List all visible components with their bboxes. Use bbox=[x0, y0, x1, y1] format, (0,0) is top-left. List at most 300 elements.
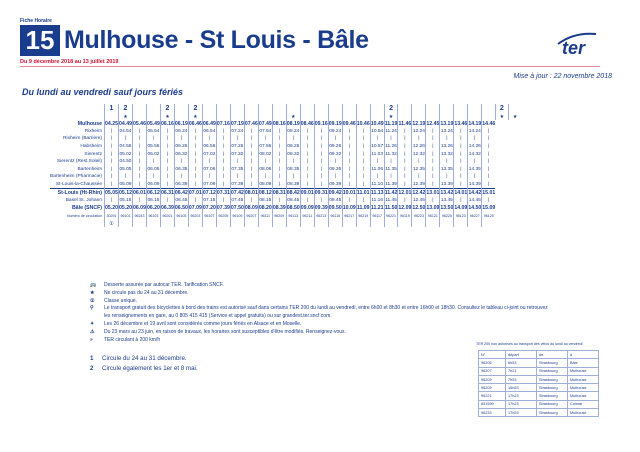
class-mark-cell bbox=[328, 220, 342, 228]
time-cell: 08.01 bbox=[244, 190, 258, 197]
time-cell: 13.35 bbox=[440, 166, 453, 172]
symbol-mark-cell bbox=[132, 113, 146, 120]
symbol-mark-cell bbox=[482, 113, 495, 120]
legend-note bbox=[90, 305, 550, 321]
time-cell: 08.09 bbox=[259, 182, 272, 188]
legend-symbol-icon: ① bbox=[90, 297, 95, 304]
time-cell: 13.46 bbox=[454, 120, 468, 127]
footnote-text: Circule également les 1er et 8 mai. bbox=[102, 365, 198, 372]
time-cell: 96223 bbox=[413, 213, 424, 218]
time-cell: 12.19 bbox=[412, 120, 426, 127]
time-cell: | bbox=[300, 150, 314, 158]
header-mark-cell bbox=[356, 104, 370, 113]
bike-header-cell: N° bbox=[479, 351, 506, 359]
time-cell: 07.45 bbox=[231, 198, 244, 204]
time-cell: | bbox=[244, 150, 258, 158]
time-cell: 11.01 bbox=[356, 190, 370, 197]
bike-cell: 831599 bbox=[479, 400, 506, 408]
time-cell: | bbox=[426, 128, 440, 136]
time-cell: 07.49 bbox=[258, 120, 272, 127]
legend-text: Classe unique. bbox=[104, 297, 138, 304]
time-cell: 13.45 bbox=[440, 198, 453, 204]
bike-cell: 96233 bbox=[479, 409, 506, 417]
symbol-mark-cell: ★ bbox=[188, 113, 202, 120]
bike-cell: Colmar bbox=[568, 400, 599, 408]
footnote-text: Circule du 24 au 31 décembre. bbox=[102, 355, 187, 362]
time-cell: 11.32 bbox=[385, 151, 397, 157]
station-name: Rixheim bbox=[84, 128, 102, 134]
symbol-mark-cell bbox=[440, 113, 454, 120]
time-cell: | bbox=[105, 158, 119, 166]
header-mark-cell bbox=[258, 104, 272, 113]
time-cell: | bbox=[342, 135, 356, 143]
timetable-class-row bbox=[50, 220, 521, 228]
symbol-mark-cell: ★ bbox=[508, 113, 521, 120]
time-cell: | bbox=[426, 143, 440, 151]
time-cell: 06.02 bbox=[147, 151, 160, 157]
time-cell: | bbox=[188, 173, 202, 181]
time-cell: | bbox=[328, 135, 342, 143]
time-cell: 04.50 bbox=[119, 159, 132, 165]
symbol-mark-cell bbox=[272, 113, 286, 120]
time-cell: 07.06 bbox=[203, 166, 216, 172]
bike-table-row bbox=[479, 359, 599, 367]
time-cell: | bbox=[342, 173, 356, 181]
time-cell: 06.19 bbox=[174, 120, 188, 127]
time-cell: | bbox=[370, 173, 384, 181]
time-cell: | bbox=[300, 128, 314, 136]
time-cell: 08.02 bbox=[259, 151, 272, 157]
time-cell: | bbox=[468, 135, 482, 143]
time-cell: 96213 bbox=[316, 213, 327, 218]
time-cell: 07.56 bbox=[259, 144, 272, 150]
bike-cell: Strasbourg bbox=[537, 384, 568, 392]
station-name: Bartenheim bbox=[77, 166, 102, 172]
time-cell: 04.56 bbox=[119, 144, 132, 150]
time-cell: 14.50 bbox=[468, 205, 482, 212]
time-cell: | bbox=[105, 173, 119, 181]
time-cell: | bbox=[482, 166, 495, 174]
time-cell: | bbox=[440, 173, 454, 181]
header-mark-cell bbox=[454, 104, 468, 113]
time-cell: 10.01 bbox=[342, 190, 356, 197]
timetable-row bbox=[50, 135, 521, 143]
station-name: St-Louis (Ht-Rhin) bbox=[50, 189, 105, 197]
time-cell: 96105 bbox=[176, 213, 187, 218]
time-cell: | bbox=[286, 135, 300, 143]
time-cell: | bbox=[314, 173, 328, 181]
class-mark-cell bbox=[216, 220, 230, 228]
time-cell: 11.39 bbox=[385, 182, 397, 188]
time-cell: 96123 bbox=[455, 213, 466, 218]
period-heading: Du lundi au vendredi sauf jours fériés bbox=[22, 87, 184, 97]
time-cell: 06.16 bbox=[160, 120, 174, 127]
header-mark-cell bbox=[342, 104, 356, 113]
time-cell: 09.35 bbox=[329, 166, 342, 172]
bike-cell: 96209 bbox=[479, 375, 506, 383]
time-cell: | bbox=[272, 166, 286, 174]
time-cell: 14.42 bbox=[468, 190, 482, 197]
bike-header-cell: départ bbox=[506, 351, 537, 359]
time-cell: 07.54 bbox=[259, 128, 272, 134]
time-cell: 14.32 bbox=[468, 151, 481, 157]
time-cell: | bbox=[356, 197, 370, 205]
time-cell: | bbox=[160, 166, 174, 174]
ter-logo bbox=[556, 30, 608, 58]
time-cell: 10.49 bbox=[370, 120, 384, 127]
time-cell: | bbox=[454, 173, 468, 181]
time-cell: 06.15 bbox=[147, 198, 160, 204]
time-cell: 14.24 bbox=[468, 128, 481, 134]
time-cell: | bbox=[356, 166, 370, 174]
bike-cell: Mulhouse bbox=[568, 375, 599, 383]
time-cell: 06.39 bbox=[160, 205, 174, 212]
time-cell: 96111 bbox=[258, 212, 272, 220]
bike-cell: Strasbourg bbox=[537, 359, 568, 367]
time-cell: 07.16 bbox=[216, 120, 230, 127]
time-cell: 08.15 bbox=[259, 198, 272, 204]
header-divider bbox=[20, 66, 600, 67]
time-cell: 08.16 bbox=[272, 120, 286, 127]
time-cell: | bbox=[426, 197, 440, 205]
header-mark-cell bbox=[370, 104, 384, 113]
timetable-row bbox=[50, 128, 521, 136]
time-cell: | bbox=[398, 166, 412, 174]
legend-notes bbox=[90, 282, 550, 344]
time-cell: 96107 bbox=[204, 213, 215, 218]
time-cell: 12.35 bbox=[412, 166, 425, 172]
update-date: Mise à jour : 22 novembre 2018 bbox=[513, 73, 612, 80]
time-cell: | bbox=[356, 181, 370, 189]
time-cell: 09.50 bbox=[328, 205, 342, 212]
time-cell: 11.46 bbox=[398, 120, 412, 127]
bike-cell: Strasbourg bbox=[537, 409, 568, 417]
bike-cell: 17h53 bbox=[506, 409, 537, 417]
time-cell: 07.31 bbox=[216, 190, 230, 197]
time-cell: | bbox=[482, 158, 495, 166]
time-cell: | bbox=[244, 158, 258, 166]
symbol-mark-cell bbox=[146, 113, 160, 120]
time-cell: | bbox=[160, 173, 174, 181]
time-cell: | bbox=[398, 158, 412, 166]
footnote-key: 2 bbox=[90, 365, 94, 372]
timetable-row bbox=[50, 120, 521, 128]
time-cell: 08.09 bbox=[244, 205, 258, 212]
time-cell: 11.24 bbox=[385, 128, 397, 134]
time-cell: | bbox=[454, 181, 468, 189]
header-mark-cell bbox=[216, 104, 230, 113]
time-cell: 08.46 bbox=[300, 120, 314, 127]
footnotes bbox=[90, 354, 198, 374]
timetable-row bbox=[50, 205, 521, 213]
time-cell: | bbox=[160, 150, 174, 158]
time-cell: 04.25 bbox=[105, 120, 118, 127]
station-header-cell bbox=[50, 104, 105, 113]
time-cell: 07.26 bbox=[231, 144, 244, 150]
class-mark-cell bbox=[160, 220, 174, 228]
time-cell: | bbox=[384, 135, 398, 143]
time-cell: 07.15 bbox=[203, 198, 216, 204]
legend-symbol-icon: ✦ bbox=[90, 320, 95, 327]
header-mark-cell: 2 bbox=[118, 104, 132, 113]
time-cell: 11.06 bbox=[371, 166, 384, 172]
time-cell: 13.26 bbox=[440, 144, 453, 150]
time-cell: | bbox=[300, 166, 314, 174]
timetable-row bbox=[50, 158, 521, 166]
bike-header-cell: à bbox=[568, 351, 599, 359]
sheet-tag: Fiche Horaire bbox=[20, 18, 52, 24]
bike-cell: 17h23 bbox=[506, 392, 537, 400]
time-cell: | bbox=[482, 128, 495, 136]
bike-cell: 96207 bbox=[479, 367, 506, 375]
legend-text: Desserte assurée par autocar TER. Tarification SNCF. bbox=[104, 282, 224, 288]
timetable-symbol-row bbox=[50, 113, 521, 120]
bike-cell: Strasbourg bbox=[537, 375, 568, 383]
symbol-mark-cell bbox=[370, 113, 384, 120]
time-cell: 96203 bbox=[190, 213, 201, 218]
time-cell: 13.42 bbox=[440, 190, 454, 197]
time-cell: | bbox=[342, 166, 356, 174]
time-cell: 06.31 bbox=[160, 190, 174, 197]
time-cell: | bbox=[454, 158, 468, 166]
time-cell: | bbox=[132, 197, 146, 205]
time-cell: 07.50 bbox=[230, 205, 244, 212]
time-cell: | bbox=[132, 158, 146, 166]
symbol-mark-cell bbox=[356, 113, 370, 120]
time-cell: | bbox=[202, 173, 216, 181]
header-mark-cell: 2 bbox=[384, 104, 398, 113]
time-cell: | bbox=[440, 135, 454, 143]
symbol-mark-cell bbox=[174, 113, 188, 120]
time-cell: 30291 bbox=[106, 213, 117, 218]
time-cell: | bbox=[174, 173, 188, 181]
time-cell: | bbox=[258, 158, 272, 166]
time-cell: | bbox=[188, 128, 202, 136]
time-cell: | bbox=[426, 173, 440, 181]
time-cell: 96243 bbox=[134, 213, 145, 218]
time-cell: 06.56 bbox=[203, 144, 216, 150]
time-cell: | bbox=[300, 158, 314, 166]
logo-text: ter bbox=[562, 38, 586, 58]
symbol-mark-cell: ★ bbox=[118, 113, 132, 120]
time-cell: | bbox=[105, 150, 119, 158]
symbol-mark-cell: ★ bbox=[160, 113, 174, 120]
bike-table-title: TER 200 non autorisés au transport des vélos du lundi au vendredi bbox=[476, 342, 583, 346]
time-cell: | bbox=[105, 135, 119, 143]
time-cell: 06.42 bbox=[174, 190, 188, 197]
bike-cell: Strasbourg bbox=[537, 367, 568, 375]
time-cell: 12.45 bbox=[412, 198, 425, 204]
time-cell: | bbox=[412, 158, 426, 166]
legend-text: Le transport gratuit des bicyclettes à bord des trains est autorisé sauf dans certains TER 200 du lundi au vendredi, entre 6h00 et 8h30 et entre 16h00 et 18h30. Consultez le tableau ci-joint ou retrouvez les renseignements en gare, au 0 805 415 415 (Service et appel gratuits) ou sur grandest.ter.sncf.com. bbox=[104, 305, 548, 320]
time-cell: 12.39 bbox=[412, 182, 425, 188]
time-cell: 09.46 bbox=[342, 120, 356, 127]
time-cell: 09.42 bbox=[328, 190, 342, 197]
symbol-mark-cell bbox=[105, 113, 119, 120]
time-cell: 08.50 bbox=[286, 205, 300, 212]
time-cell: 96211 bbox=[300, 212, 314, 220]
header-mark-cell bbox=[314, 104, 328, 113]
time-cell: | bbox=[426, 158, 440, 166]
page-title: Mulhouse - St Louis - Bâle bbox=[64, 26, 369, 54]
time-cell: | bbox=[105, 197, 119, 205]
time-cell: 05.05 bbox=[119, 166, 132, 172]
time-cell: 07.39 bbox=[216, 205, 230, 212]
time-cell: | bbox=[328, 173, 342, 181]
time-cell: | bbox=[314, 158, 328, 166]
time-cell: 14.26 bbox=[468, 144, 481, 150]
timetable-row bbox=[50, 181, 521, 189]
time-cell: | bbox=[356, 158, 370, 166]
time-cell: 12.24 bbox=[412, 128, 425, 134]
time-cell: | bbox=[216, 135, 230, 143]
class-mark-cell bbox=[370, 220, 384, 228]
time-cell: 07.32 bbox=[231, 151, 244, 157]
class-mark-cell bbox=[314, 220, 328, 228]
time-cell: 09.24 bbox=[329, 128, 342, 134]
time-cell: 09.01 bbox=[300, 190, 314, 197]
time-cell: 08.24 bbox=[287, 128, 300, 134]
header-mark-cell: 2 bbox=[160, 104, 174, 113]
time-cell: | bbox=[244, 181, 258, 189]
time-cell: 08.20 bbox=[258, 205, 272, 212]
header-mark-cell: 2 bbox=[495, 104, 508, 113]
class-mark-cell bbox=[412, 220, 426, 228]
time-cell: | bbox=[412, 173, 426, 181]
time-cell: | bbox=[440, 158, 454, 166]
time-cell: | bbox=[398, 143, 412, 151]
time-cell: | bbox=[105, 143, 119, 151]
symbol-mark-cell bbox=[398, 113, 412, 120]
time-cell: | bbox=[398, 197, 412, 205]
time-cell: | bbox=[342, 143, 356, 151]
class-mark-cell bbox=[384, 220, 398, 228]
time-cell: 14.35 bbox=[468, 166, 481, 172]
timetable bbox=[50, 104, 521, 227]
time-cell: | bbox=[328, 158, 342, 166]
timetable-row bbox=[50, 143, 521, 151]
bike-cell: 96209 bbox=[479, 384, 506, 392]
time-cell: | bbox=[244, 135, 258, 143]
class-mark-cell bbox=[356, 220, 370, 228]
bike-table-row bbox=[479, 400, 599, 408]
class-mark-cell bbox=[272, 220, 286, 228]
class-mark-cell bbox=[300, 220, 314, 228]
time-cell: 08.42 bbox=[286, 190, 300, 197]
footnote bbox=[90, 364, 198, 374]
bike-cell: 7h53 bbox=[506, 375, 537, 383]
time-cell: | bbox=[272, 197, 286, 205]
time-cell: 05.02 bbox=[119, 151, 132, 157]
time-cell: 14.45 bbox=[468, 198, 481, 204]
time-cell: 05.20 bbox=[118, 205, 132, 212]
bike-cell: Mulhouse bbox=[568, 367, 599, 375]
time-cell: 96109 bbox=[232, 213, 243, 218]
legend-text: Du 23 mars au 23 juin, en raison de travaux, les horaires sont susceptibles d'être modifiés. Renseignez-vous. bbox=[104, 328, 346, 335]
time-cell: 06.49 bbox=[202, 120, 216, 127]
time-cell: 08.39 bbox=[272, 205, 286, 212]
time-cell: | bbox=[132, 181, 146, 189]
symbol-mark-cell: ★ bbox=[495, 113, 508, 120]
time-cell: 96103 bbox=[148, 213, 159, 218]
station-name: St-Louis-la-Chaussée bbox=[55, 182, 102, 188]
footnote bbox=[90, 354, 198, 364]
time-cell: | bbox=[300, 173, 314, 181]
time-cell: | bbox=[342, 181, 356, 189]
time-cell: | bbox=[342, 197, 356, 205]
legend-symbol-icon: ⚲ bbox=[90, 305, 94, 312]
time-cell: | bbox=[426, 166, 440, 174]
class-mark-cell bbox=[118, 220, 132, 228]
header-mark-cell bbox=[482, 104, 495, 113]
time-cell: | bbox=[370, 158, 384, 166]
time-cell: 07.39 bbox=[231, 182, 244, 188]
time-cell: 14.19 bbox=[468, 120, 482, 127]
time-cell: 06.50 bbox=[174, 205, 188, 212]
time-cell: | bbox=[286, 173, 300, 181]
time-cell: | bbox=[398, 173, 412, 181]
time-cell: | bbox=[356, 173, 370, 181]
bike-cell: 17h23 bbox=[506, 400, 537, 408]
time-cell: 13.01 bbox=[426, 190, 440, 197]
bike-cell: Strasbourg bbox=[537, 392, 568, 400]
bike-cell: Mulhouse bbox=[568, 409, 599, 417]
bike-cell: 7h21 bbox=[506, 367, 537, 375]
class-mark-cell bbox=[230, 220, 244, 228]
time-cell: 07.09 bbox=[203, 182, 216, 188]
time-cell: | bbox=[272, 143, 286, 151]
time-cell: 09.16 bbox=[314, 120, 328, 127]
time-cell: | bbox=[454, 143, 468, 151]
station-name: Bâle (SNCF) bbox=[72, 205, 102, 212]
legend-symbol-icon: » bbox=[90, 336, 93, 343]
time-cell: 08.39 bbox=[287, 182, 300, 188]
time-cell: 96207 bbox=[246, 213, 257, 218]
time-cell: | bbox=[160, 181, 174, 189]
bike-table-row bbox=[479, 392, 599, 400]
time-cell: 11.09 bbox=[356, 205, 370, 212]
time-cell: | bbox=[272, 150, 286, 158]
class-mark-cell bbox=[244, 220, 258, 228]
header-mark-cell bbox=[508, 104, 521, 113]
time-cell: | bbox=[272, 135, 286, 143]
time-cell: 05.09 bbox=[119, 182, 132, 188]
time-cell: | bbox=[216, 143, 230, 151]
symbol-mark-cell bbox=[454, 113, 468, 120]
time-cell: | bbox=[118, 173, 132, 181]
time-cell: | bbox=[356, 135, 370, 143]
time-cell: | bbox=[160, 197, 174, 205]
time-cell: 07.19 bbox=[230, 120, 244, 127]
time-cell: 07.02 bbox=[203, 151, 216, 157]
time-cell: 06.35 bbox=[175, 166, 188, 172]
time-cell: 07.01 bbox=[188, 190, 202, 197]
time-cell: | bbox=[216, 173, 230, 181]
class-mark-cell bbox=[202, 220, 216, 228]
symbol-mark-cell bbox=[244, 113, 258, 120]
time-cell: 10.54 bbox=[371, 128, 384, 134]
time-cell: | bbox=[398, 150, 412, 158]
bike-cell: Mulhouse bbox=[568, 392, 599, 400]
legend-note bbox=[90, 282, 550, 290]
header-mark-cell: 2 bbox=[188, 104, 202, 113]
header-mark-cell bbox=[398, 104, 412, 113]
station-name: Numéro de circulation bbox=[67, 213, 102, 218]
legend-symbol-icon: ⚠ bbox=[90, 328, 95, 335]
time-cell: | bbox=[300, 197, 314, 205]
class-mark-cell bbox=[146, 220, 160, 228]
symbol-mark-cell bbox=[258, 113, 272, 120]
